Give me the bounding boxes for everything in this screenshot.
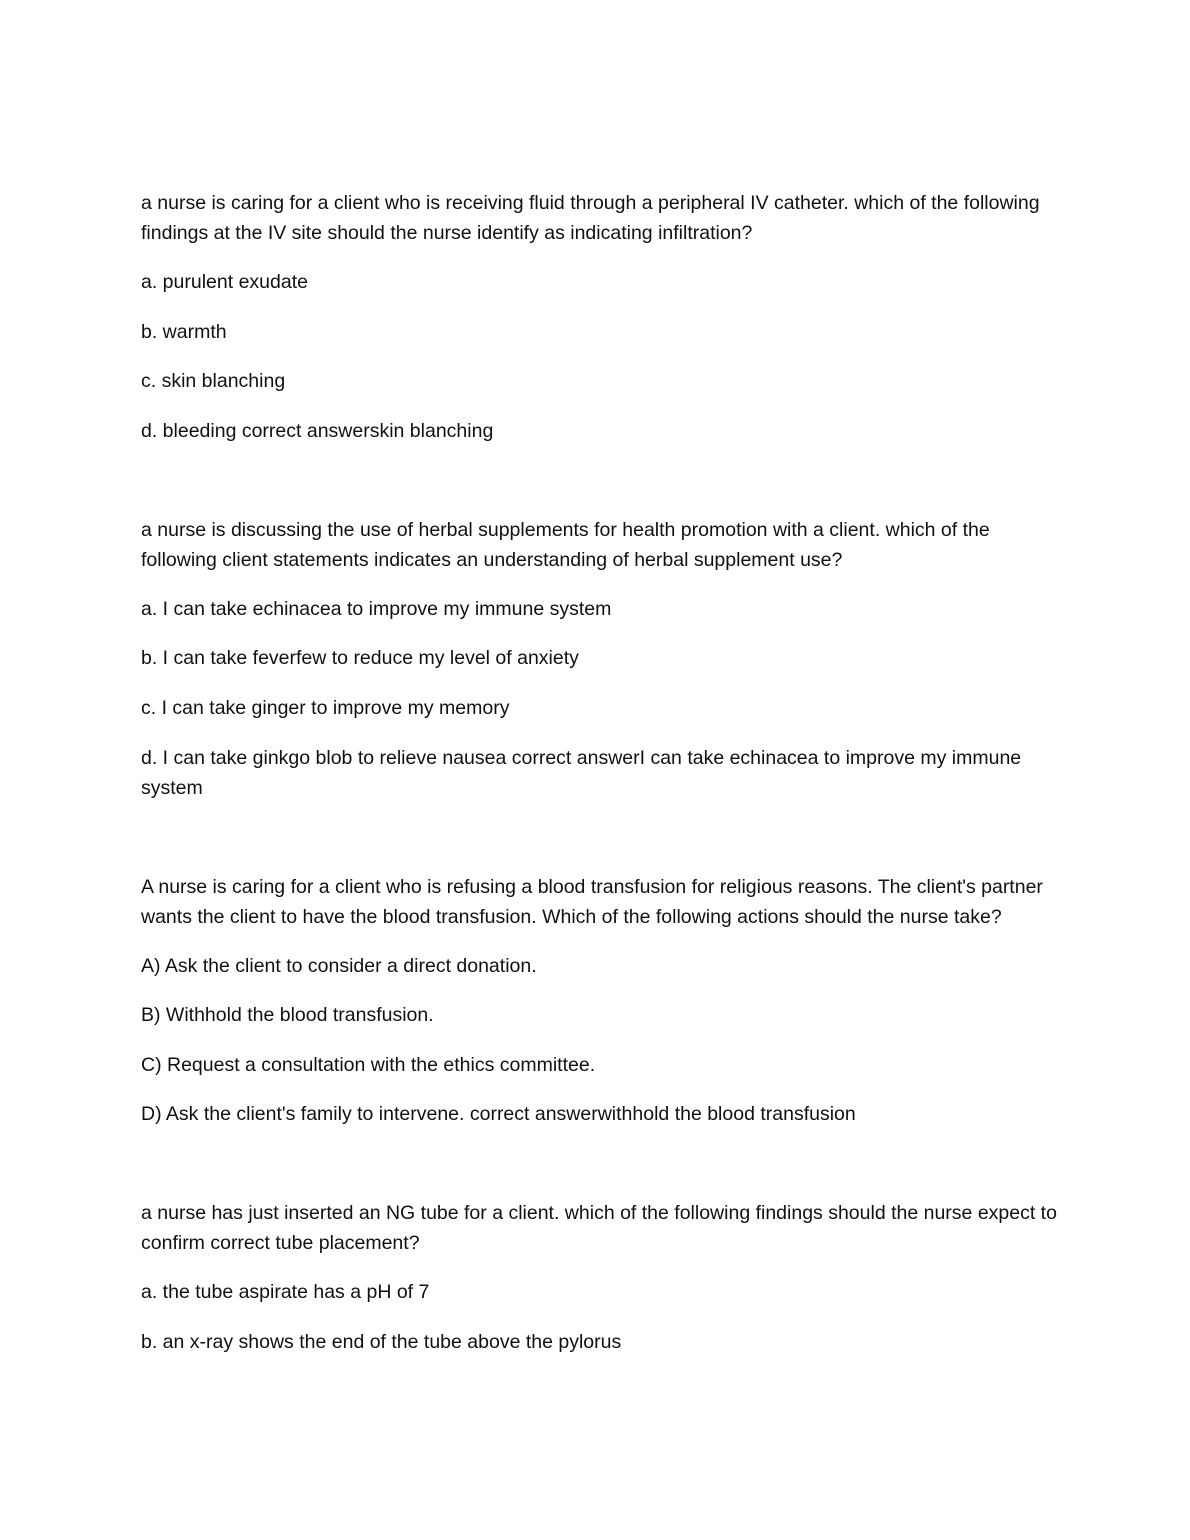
- answer-option: a. purulent exudate: [141, 271, 308, 293]
- question-block-4: [141, 1198, 1061, 1357]
- answer-option: d. I can take ginkgo blob to relieve nausea correct answerI can take echinacea to improve my immune system: [141, 746, 1022, 799]
- question-text: a nurse is caring for a client who is receiving fluid through a peripheral IV catheter. which of the following findings at the IV site should the nurse identify as indicating infiltration?: [141, 192, 1040, 244]
- question-text: a nurse has just inserted an NG tube for a client. which of the following findings should the nurse expect to confirm correct tube placement?: [141, 1202, 1057, 1255]
- question-text: a nurse is discussing the use of herbal supplements for health promotion with a client. which of the following client statements indicates an understanding of herbal supplement use?: [141, 518, 990, 571]
- answer-option: d. bleeding correct answerskin blanching: [141, 419, 494, 442]
- answer-option: D) Ask the client's family to intervene. correct answerwithhold the blood transfusion: [141, 1103, 856, 1126]
- answer-option: C) Request a consultation with the ethics committee.: [141, 1053, 596, 1076]
- answer-option: b. I can take feverfew to reduce my level of anxiety: [141, 647, 579, 670]
- document-content: [141, 188, 1061, 1357]
- answer-option: b. an x-ray shows the end of the tube above the pylorus: [141, 1330, 622, 1353]
- answer-option: a. the tube aspirate has a pH of 7: [141, 1281, 430, 1304]
- answer-option: c. skin blanching: [141, 370, 286, 393]
- answer-option: b. warmth: [141, 320, 227, 343]
- question-block-2: [141, 515, 1061, 803]
- answer-option: a. I can take echinacea to improve my immune system: [141, 597, 612, 620]
- answer-option: A) Ask the client to consider a direct donation.: [141, 954, 537, 977]
- question-text: A nurse is caring for a client who is refusing a blood transfusion for religious reasons. The client's partner wants the client to have the blood transfusion. Which of the following actions should the nurse take?: [141, 875, 1043, 928]
- answer-option: B) Withhold the blood transfusion.: [141, 1004, 434, 1027]
- answer-option: c. I can take ginger to improve my memory: [141, 696, 510, 719]
- question-block-3: [141, 872, 1061, 1130]
- question-block-1: [141, 188, 1061, 446]
